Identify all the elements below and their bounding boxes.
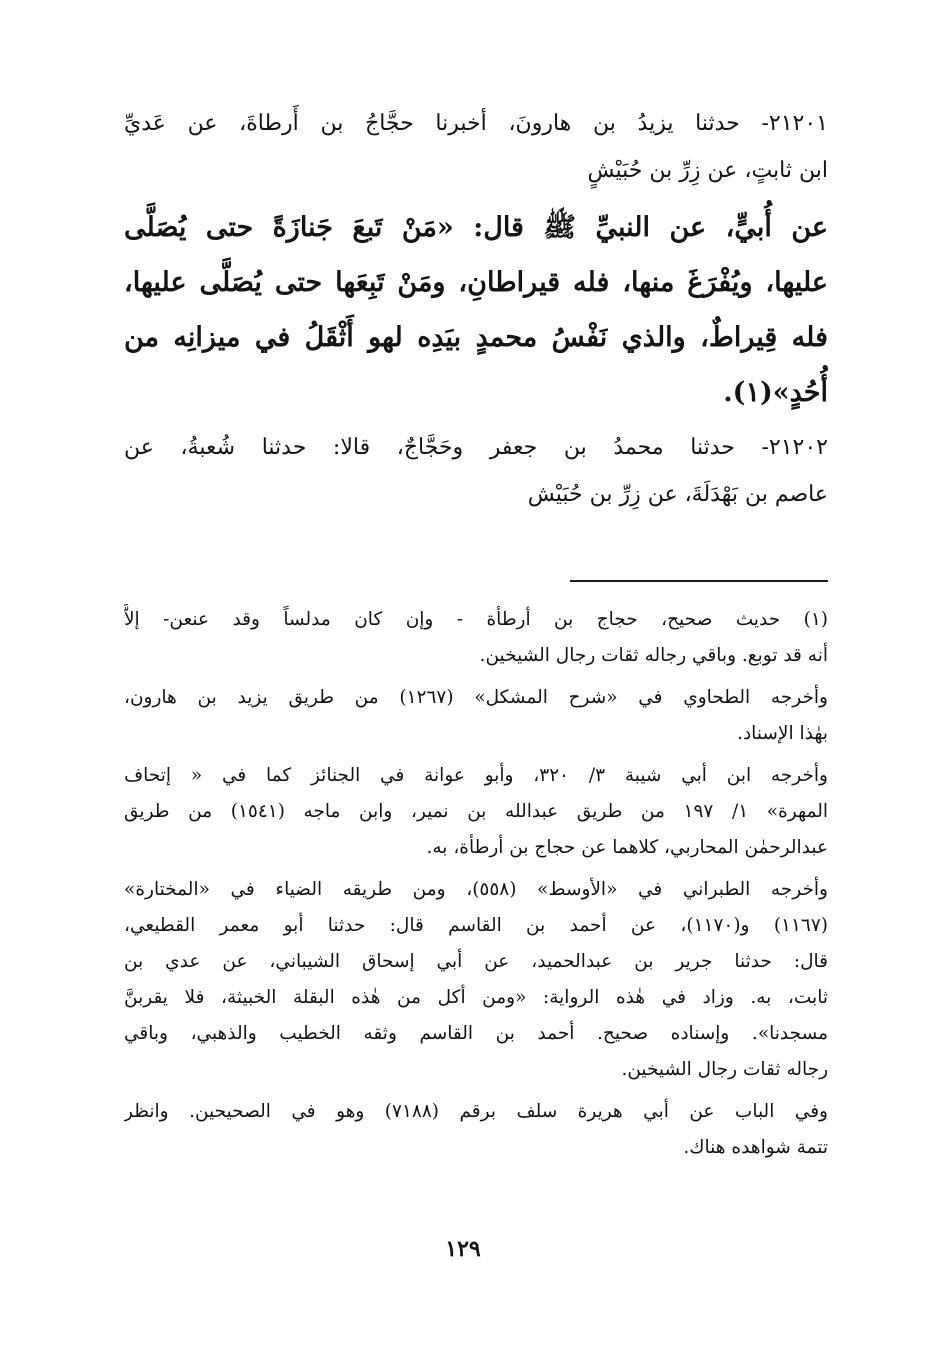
text-line: ٢١٢٠٢- حدثنا محمدُ بن جعفر وحَجَّاجٌ، قالا: حدثنا شُعبةُ، عن <box>124 435 828 460</box>
text-line: أنه قد توبع. وباقي رجاله ثقات رجال الشيخين. <box>479 645 828 666</box>
text-line: عليها، ويُفْرَغَ منها، فله قيراطانِ، ومَنْ تَبِعَها حتى يُصَلَّى عليها، <box>124 267 828 298</box>
text-line: مسجدنا». وإسناده صحيح. أحمد بن القاسم وثقه الخطيب والذهبي، وباقي <box>124 1023 828 1044</box>
text-line: (١١٦٧) و(١١٧٠)، عن أحمد بن القاسم قال: حدثنا أبو معمر القطيعي، <box>124 915 828 936</box>
hadith-21201-matn <box>124 200 828 420</box>
text-line: وأخرجه الطبراني في «الأوسط» (٥٥٨)، ومن طريقه الضياء في «المختارة» <box>124 879 828 900</box>
footnote-paragraph <box>124 680 828 752</box>
page-number: ١٢٩ <box>445 1236 481 1262</box>
text-line: وفي الباب عن أبي هريرة سلف برقم (٧١٨٨) وهو في الصحيحين. وانظر <box>124 1101 828 1122</box>
text-line: أُحُدٍ»(١). <box>723 377 828 408</box>
text-line: وأخرجه ابن أبي شيبة ٣/ ٣٢٠، وأبو عوانة في الجنائز كما في « إتحاف <box>124 765 828 786</box>
text-line: عبدالرحمٰن المحاربي، كلاهما عن حجاج بن أرطأة، به. <box>426 837 828 858</box>
text-line: بهٰذا الإسناد. <box>737 723 828 744</box>
text-line: (١) حديث صحيح، حجاج بن أرطأة - وإن كان مدلساً وقد عنعن- إلاَّ <box>124 609 828 630</box>
text-line: عن أُبيٍّ، عن النبيِّ ﷺ قال: «مَنْ تَبعَ جَنازَةً حتى يُصَلَّى <box>124 212 828 243</box>
hadith-21201-chain <box>124 100 828 194</box>
text-line: ثابت، به. وزاد في هٰذه الرواية: «ومن أكل من هٰذه البقلة الخبيثة، فلا يقربنَّ <box>124 987 828 1008</box>
text-line: وأخرجه الطحاوي في «شرح المشكل» (١٢٦٧) من طريق يزيد بن هارون، <box>124 687 828 708</box>
text-line: ابن ثابتٍ، عن زِرِّ بن حُبَيْشٍ <box>587 158 828 183</box>
text-line: المهرة» ١/ ١٩٧ من طريق عبدالله بن نمير، وابن ماجه (١٥٤١) من طريق <box>124 801 828 822</box>
text-line: قال: حدثنا جرير بن عبدالحميد، عن أبي إسحاق الشيباني، عن عدي بن <box>124 951 828 972</box>
hadith-21202-chain <box>124 424 828 518</box>
text-line: تتمة شواهده هناك. <box>683 1137 828 1158</box>
footnote-separator <box>570 580 828 582</box>
text-line: عاصم بن بَهْدَلَةَ، عن زِرِّ بن حُبَيْش <box>527 482 828 507</box>
text-line: فله قِيراطٌ، والذي نَفْسُ محمدٍ بيَدِه لهو أَثْقَلُ في ميزانِه من <box>124 322 828 353</box>
text-line: ٢١٢٠١- حدثنا يزيدُ بن هارونَ، أخبرنا حجَّاجُ بن أَرطاةَ، عن عَديِّ <box>124 111 828 136</box>
footnote-paragraph <box>124 1094 828 1166</box>
footnote-paragraph <box>124 758 828 866</box>
footnote-paragraph <box>124 602 828 674</box>
text-line: رجاله ثقات رجال الشيخين. <box>621 1059 828 1080</box>
footnote-paragraph <box>124 872 828 1088</box>
footnotes <box>124 602 828 1172</box>
